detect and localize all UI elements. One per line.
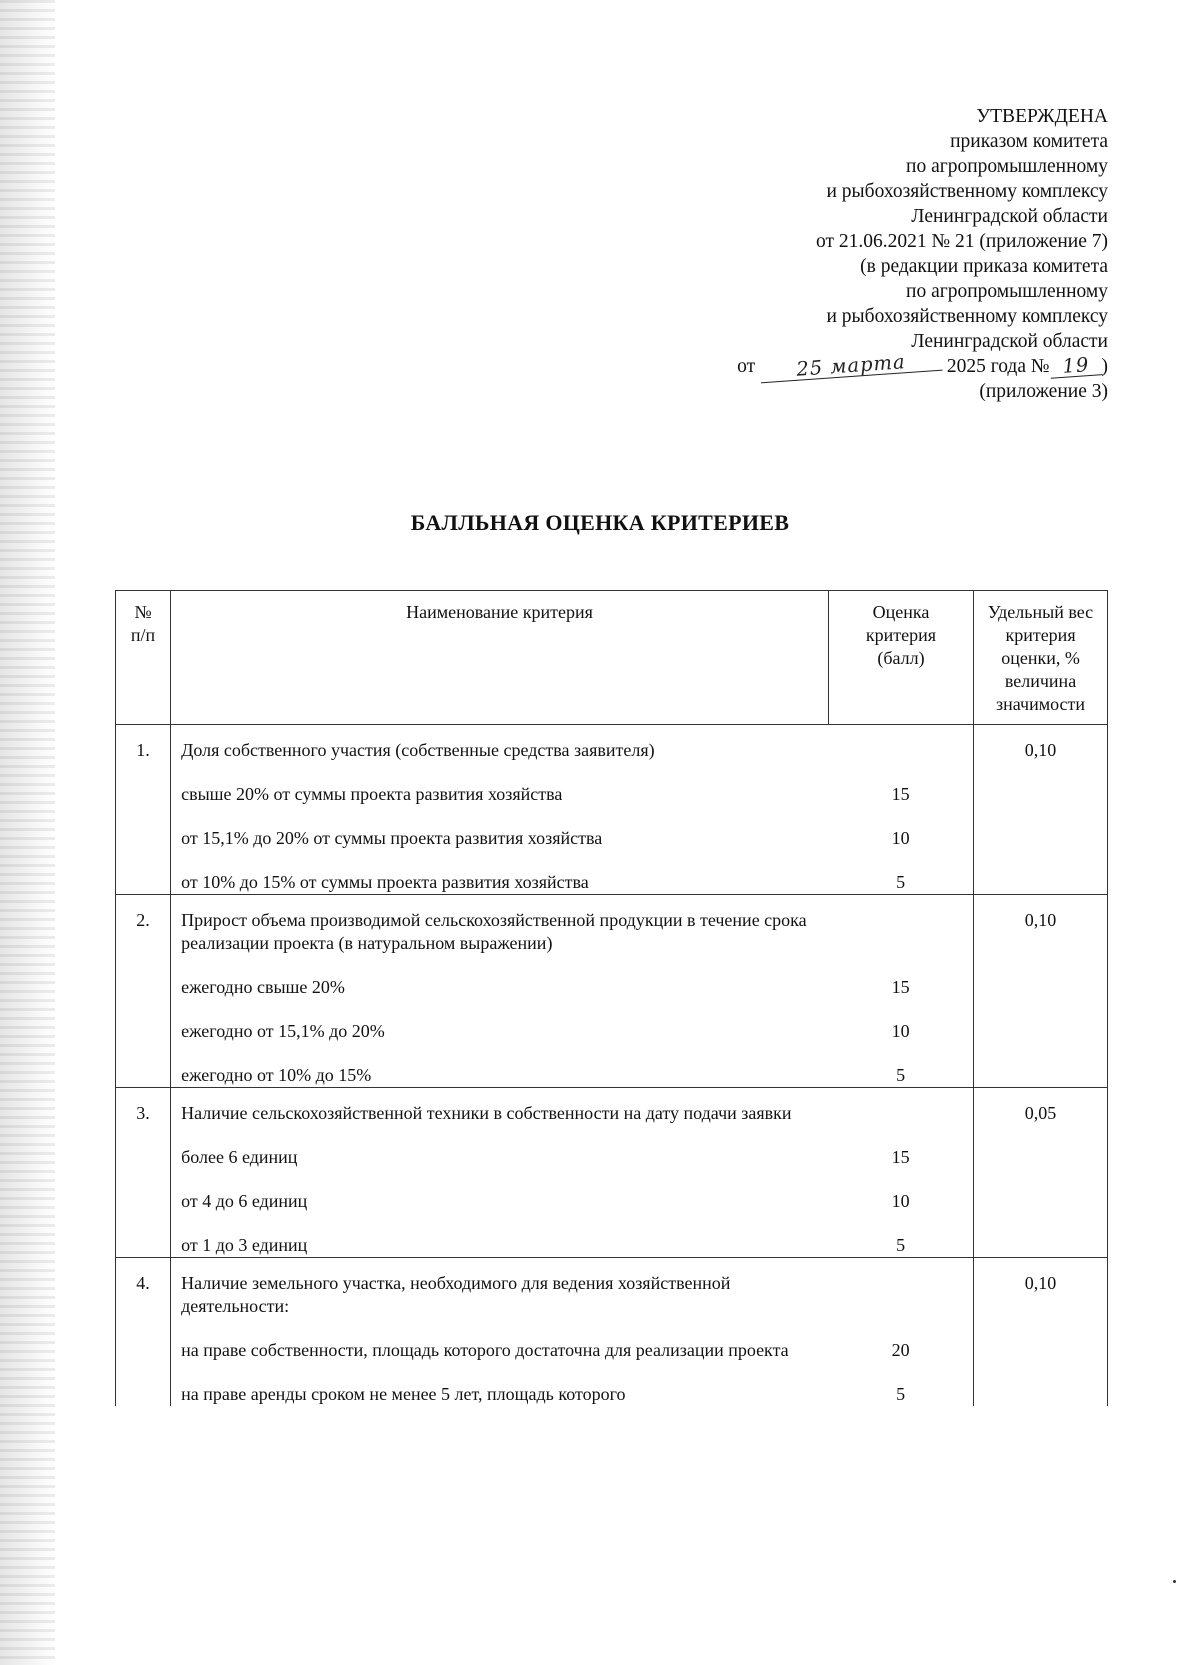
- approval-line: и рыбохозяйственному комплексу: [826, 181, 1108, 202]
- option-score: 5: [896, 1384, 906, 1404]
- approval-line: Ленинградской области: [911, 331, 1108, 352]
- table-row: [116, 895, 1108, 1088]
- criterion-cell: [171, 725, 974, 895]
- option-score: 15: [891, 784, 910, 804]
- option-line: [171, 1383, 973, 1406]
- row-weight: 0,10: [974, 895, 1108, 1088]
- criteria-table: [115, 590, 1108, 1406]
- table-row: [116, 1088, 1108, 1258]
- option-text: ежегодно от 10% до 15%: [181, 1065, 372, 1085]
- approval-line: (в редакции приказа комитета: [860, 256, 1108, 277]
- criterion-cell: [171, 1258, 974, 1407]
- approval-block: [737, 104, 1108, 404]
- option-line: [171, 827, 973, 850]
- table-row: [116, 1258, 1108, 1407]
- criterion-name: Доля собственного участия (собственные средства заявителя): [181, 740, 655, 760]
- option-line: [171, 1020, 973, 1043]
- criterion-cell: [171, 1088, 974, 1258]
- header-score-line: (балл): [877, 648, 925, 668]
- option-text: ежегодно от 15,1% до 20%: [181, 1021, 385, 1041]
- row-weight: 0,10: [974, 1258, 1108, 1407]
- option-text: на праве собственности, площадь которого достаточна для реализации проекта: [181, 1340, 789, 1360]
- option-score: 15: [891, 977, 910, 997]
- option-line: [171, 976, 973, 999]
- row-weight: 0,05: [974, 1088, 1108, 1258]
- criterion-name: Наличие земельного участка, необходимого для ведения хозяйственной деятельности:: [181, 1273, 731, 1316]
- option-score: 10: [891, 828, 910, 848]
- header-weight-line: оценки, %: [1001, 648, 1080, 668]
- row-number: 4.: [116, 1258, 171, 1407]
- header-num-line: п/п: [130, 625, 156, 645]
- option-line: [171, 1234, 973, 1257]
- header-num-line: №: [134, 602, 152, 622]
- date-middle: 2025 года №: [946, 356, 1050, 377]
- option-text: на праве аренды сроком не менее 5 лет, площадь которого: [181, 1384, 626, 1404]
- handwritten-date: 25 марта: [759, 350, 942, 384]
- option-text: от 10% до 15% от суммы проекта развития хозяйства: [181, 872, 589, 892]
- header-weight-line: значимости: [996, 694, 1086, 714]
- criterion-cell: [171, 895, 974, 1088]
- option-line: [171, 783, 973, 806]
- handwritten-number: 19: [1049, 354, 1102, 379]
- row-number: 2.: [116, 895, 171, 1088]
- appendix-line: (приложение 3): [979, 381, 1108, 402]
- header-weight-line: величина: [1004, 671, 1077, 691]
- header-name: Наименование критерия: [171, 591, 829, 725]
- header-score-line: Оценка: [872, 602, 930, 622]
- option-score: 5: [896, 1065, 906, 1085]
- option-score: 10: [891, 1021, 910, 1041]
- header-row: [116, 591, 1108, 725]
- option-text: от 1 до 3 единиц: [181, 1235, 308, 1255]
- option-text: от 4 до 6 единиц: [181, 1191, 308, 1211]
- option-line: [171, 1339, 973, 1362]
- option-line: [171, 1064, 973, 1087]
- header-weight-line: критерия: [1005, 625, 1076, 645]
- header-score: [828, 591, 973, 725]
- date-prefix: от: [737, 356, 756, 377]
- row-number: 3.: [116, 1088, 171, 1258]
- date-suffix: ): [1101, 356, 1108, 377]
- table-row: [116, 725, 1108, 895]
- approval-line: УТВЕРЖДЕНА: [976, 106, 1108, 127]
- option-text: более 6 единиц: [181, 1147, 298, 1167]
- option-text: ежегодно свыше 20%: [181, 977, 345, 997]
- approval-line: от 21.06.2021 № 21 (приложение 7): [816, 231, 1108, 252]
- row-weight: 0,10: [974, 725, 1108, 895]
- approval-line: и рыбохозяйственному комплексу: [826, 306, 1108, 327]
- scan-speck: [1173, 1580, 1176, 1583]
- row-number: 1.: [116, 725, 171, 895]
- approval-line: по агропромышленному: [906, 156, 1108, 177]
- header-num: [116, 591, 171, 725]
- header-score-line: критерия: [865, 625, 937, 645]
- criterion-name: Наличие сельскохозяйственной техники в собственности на дату подачи заявки: [181, 1103, 792, 1123]
- header-weight: [974, 591, 1108, 725]
- option-score: 15: [891, 1147, 910, 1167]
- approval-date-line: [737, 350, 1108, 381]
- option-score: 20: [891, 1340, 910, 1360]
- option-text: от 15,1% до 20% от суммы проекта развития хозяйства: [181, 828, 603, 848]
- option-line: [171, 1146, 973, 1169]
- header-weight-line: Удельный вес: [987, 602, 1094, 622]
- scan-edge-noise: [0, 0, 55, 1665]
- option-text: свыше 20% от суммы проекта развития хозяйства: [181, 784, 563, 804]
- option-score: 10: [891, 1191, 910, 1211]
- criterion-name: Прирост объема производимой сельскохозяйственной продукции в течение срока реализации проекта (в натуральном выражении): [181, 910, 807, 953]
- approval-line: по агропромышленному: [906, 281, 1108, 302]
- approval-line: Ленинградской области: [911, 206, 1108, 227]
- approval-line: приказом комитета: [950, 131, 1108, 152]
- option-line: [171, 1190, 973, 1213]
- option-score: 5: [896, 1235, 906, 1255]
- option-score: 5: [896, 872, 906, 892]
- option-line: [171, 871, 973, 894]
- page-title: БАЛЛЬНАЯ ОЦЕНКА КРИТЕРИЕВ: [410, 510, 790, 535]
